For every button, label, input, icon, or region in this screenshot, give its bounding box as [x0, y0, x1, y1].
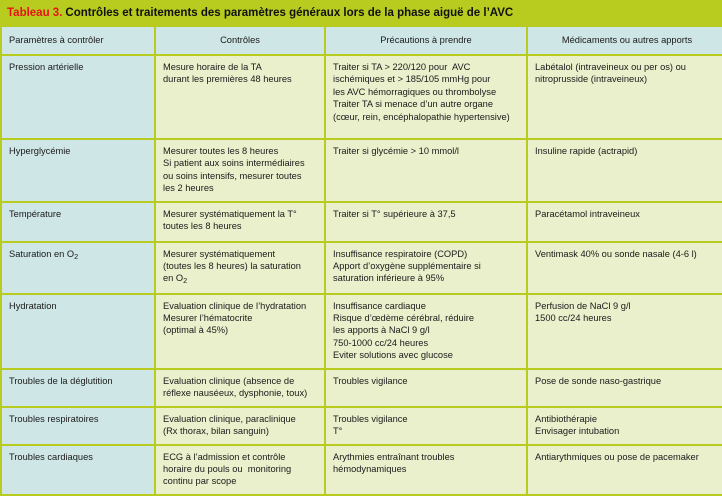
- column-header-medications: Médicaments ou autres apports: [528, 27, 722, 54]
- cell-controls: Mesurer toutes les 8 heures Si patient aux soins intermédiaires ou soins intensifs, mesurer toutes les 2 heures: [156, 140, 324, 201]
- cell-medications: Ventimask 40% ou sonde nasale (4-6 l): [528, 243, 722, 293]
- cell-controls: Mesurer systématiquement la T° toutes les 8 heures: [156, 203, 324, 241]
- caption-label-text: Contrôles et traitements des paramètres généraux lors de la phase aiguë de l’AVC: [65, 6, 514, 19]
- table-header-row: [2, 27, 722, 54]
- cell-precautions: Traiter si glycémie > 10 mmol/l: [326, 140, 526, 201]
- cell-medications: Insuline rapide (actrapid): [528, 140, 722, 201]
- cell-parameter: Hyperglycémie: [2, 140, 154, 201]
- cell-controls: Mesurer systématiquement (toutes les 8 heures) la saturation en $O_2$: [156, 243, 324, 293]
- cell-precautions: Insuffisance cardiaque Risque d’œdème cérébral, réduire les apports à NaCl 9 g/l 750-1000 cc/24 heures Eviter solutions avec glucose: [326, 295, 526, 368]
- cell-precautions: Insuffisance respiratoire (COPD) Apport d’oxygène supplémentaire si saturation inférieure à 95%: [326, 243, 526, 293]
- cell-precautions: Traiter si TA > 220/120 pour AVC ischémiques et > 185/105 mmHg pour les AVC hémorragiques ou thrombolyse Traiter TA si menace d’un autre organe (cœur, rein, encéphalopathie hypertensive): [326, 56, 526, 138]
- cell-parameter: Troubles respiratoires: [2, 408, 154, 444]
- cell-precautions: Troubles vigilance: [326, 370, 526, 406]
- table-row: [2, 446, 722, 494]
- cell-parameter: Hydratation: [2, 295, 154, 368]
- figure-caption: [0, 0, 722, 25]
- column-header-precautions: Précautions à prendre: [326, 27, 526, 54]
- cell-controls: Evaluation clinique de l’hydratation Mesurer l’hématocrite (optimal à 45%): [156, 295, 324, 368]
- cell-medications: Antibiothérapie Envisager intubation: [528, 408, 722, 444]
- parameters-table: [0, 25, 722, 496]
- table-row: [2, 243, 722, 293]
- table-row: [2, 56, 722, 138]
- cell-precautions: Troubles vigilance T°: [326, 408, 526, 444]
- column-header-parameters: Paramètres à contrôler: [2, 27, 154, 54]
- table-header: [2, 27, 722, 54]
- cell-parameter: Troubles de la déglutition: [2, 370, 154, 406]
- cell-medications: Perfusion de NaCl 9 g/l 1500 cc/24 heures: [528, 295, 722, 368]
- table-row: [2, 140, 722, 201]
- table-row: [2, 370, 722, 406]
- table-row: [2, 295, 722, 368]
- cell-precautions: Arythmies entraînant troubles hémodynamiques: [326, 446, 526, 494]
- cell-medications: Paracétamol intraveineux: [528, 203, 722, 241]
- caption-label-number: Tableau 3.: [7, 6, 63, 19]
- cell-medications: Antiarythmiques ou pose de pacemaker: [528, 446, 722, 494]
- cell-controls: Evaluation clinique, paraclinique (Rx thorax, bilan sanguin): [156, 408, 324, 444]
- cell-parameter: Température: [2, 203, 154, 241]
- cell-parameter: Pression artérielle: [2, 56, 154, 138]
- cell-precautions: Traiter si T° supérieure à 37,5: [326, 203, 526, 241]
- cell-controls: ECG à l’admission et contrôle horaire du pouls ou monitoring continu par scope: [156, 446, 324, 494]
- cell-parameter: Saturation en $O_2$: [2, 243, 154, 293]
- cell-controls: Mesure horaire de la TA durant les premières 48 heures: [156, 56, 324, 138]
- table-row: [2, 408, 722, 444]
- cell-parameter: Troubles cardiaques: [2, 446, 154, 494]
- cell-medications: Labétalol (intraveineux ou per os) ou nitroprusside (intraveineux): [528, 56, 722, 138]
- cell-medications: Pose de sonde naso-gastrique: [528, 370, 722, 406]
- table-row: [2, 203, 722, 241]
- cell-controls: Evaluation clinique (absence de réflexe nauséeux, dysphonie, toux): [156, 370, 324, 406]
- table-body: [2, 56, 722, 494]
- column-header-controls: Contrôles: [156, 27, 324, 54]
